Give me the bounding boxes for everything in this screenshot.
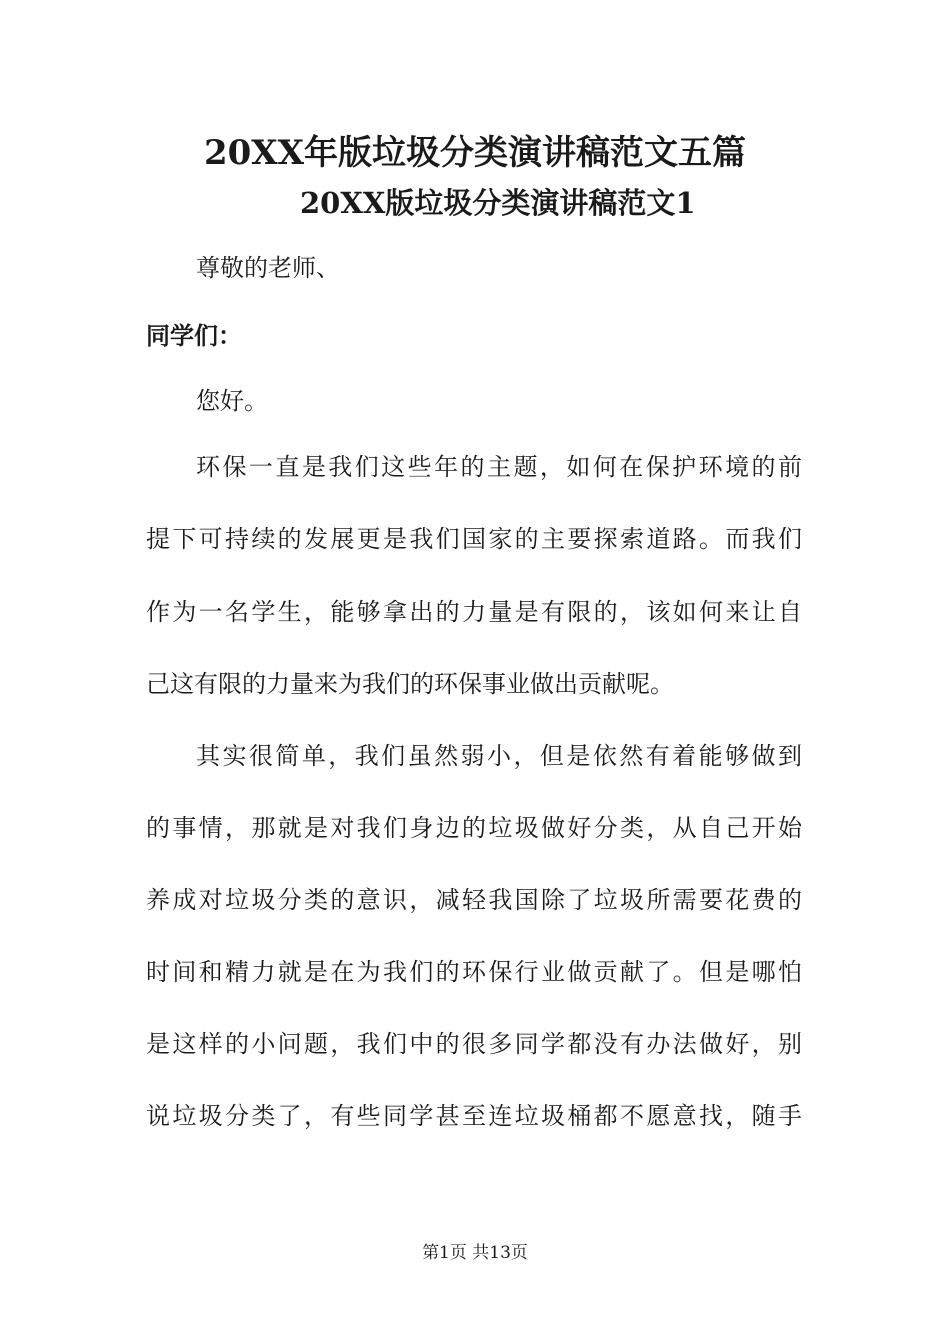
paragraph-line: 己这有限的力量来为我们的环保事业做出贡献呢。 xyxy=(146,670,674,698)
paragraph-line: 提下可持续的发展更是我们国家的主要探索道路。而我们 xyxy=(146,525,802,553)
paragraph-line: 养成对垃圾分类的意识，减轻我国除了垃圾所需要花费的 xyxy=(146,886,802,914)
paragraph-line: 时间和精力就是在为我们的环保行业做贡献了。但是哪怕 xyxy=(146,958,802,986)
paragraph-line: 环保一直是我们这些年的主题，如何在保护环境的前 xyxy=(196,453,802,481)
salutation-students: 同学们： xyxy=(146,321,242,350)
paragraph-line: 作为一名学生，能够拿出的力量是有限的，该如何来让自 xyxy=(146,598,802,626)
paragraph-line: 的事情，那就是对我们身边的垃圾做好分类，从自己开始 xyxy=(146,814,802,842)
greeting: 您好。 xyxy=(196,387,268,415)
document-title: 20XX年版垃圾分类演讲稿范文五篇 xyxy=(203,133,747,173)
page-number-footer: 第1页 共13页 xyxy=(422,1243,528,1263)
salutation-teachers: 尊敬的老师、 xyxy=(196,254,340,282)
document-subtitle: 20XX版垃圾分类演讲稿范文1 xyxy=(300,186,696,220)
paragraph-line: 其实很简单，我们虽然弱小，但是依然有着能够做到 xyxy=(196,742,802,770)
paragraph-line: 是这样的小问题，我们中的很多同学都没有办法做好，别 xyxy=(146,1030,802,1058)
paragraph-line: 说垃圾分类了，有些同学甚至连垃圾桶都不愿意找，随手 xyxy=(146,1102,802,1130)
